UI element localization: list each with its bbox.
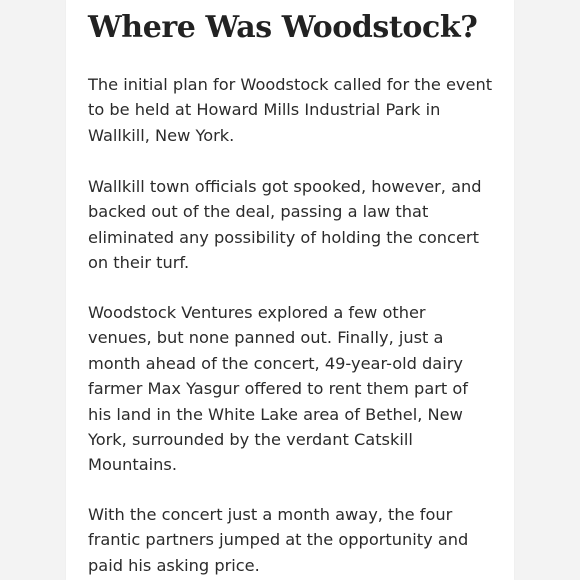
paragraph-line: With the concert just a month away, the four <box>88 505 453 524</box>
paragraph-line: to be held at Howard Mills Industrial Park in <box>88 100 441 120</box>
paragraph-line: Wallkill, New York. <box>88 125 235 145</box>
article-page <box>66 0 514 580</box>
paragraph-line: month ahead of the concert, 49-year-old dairy <box>88 353 463 373</box>
article-paragraph-2 <box>88 174 498 276</box>
article-paragraph-3 <box>88 300 498 478</box>
article-title: Where Was Woodstock? <box>88 10 478 45</box>
paragraph-line: The initial plan for Woodstock called for the event <box>88 75 493 94</box>
paragraph-line: farmer Max Yasgur offered to rent them part of <box>88 379 469 399</box>
paragraph-line: frantic partners jumped at the opportunity and <box>88 530 469 550</box>
paragraph-line: backed out of the deal, passing a law that <box>88 202 429 222</box>
paragraph-line: Woodstock Ventures explored a few other <box>88 303 426 322</box>
article-paragraph-1 <box>88 72 498 148</box>
paragraph-line: on their turf. <box>88 253 190 273</box>
paragraph-line: Mountains. <box>88 455 177 475</box>
paragraph-line: paid his asking price. <box>88 555 260 575</box>
paragraph-line: venues, but none panned out. Finally, just a <box>88 328 444 348</box>
paragraph-line: York, surrounded by the verdant Catskill <box>88 430 413 450</box>
paragraph-line: Wallkill town officials got spooked, however, and <box>88 177 482 196</box>
paragraph-line: his land in the White Lake area of Bethel, New <box>88 404 463 424</box>
article-paragraph-4 <box>88 502 498 578</box>
paragraph-line: eliminated any possibility of holding the concert <box>88 227 479 247</box>
